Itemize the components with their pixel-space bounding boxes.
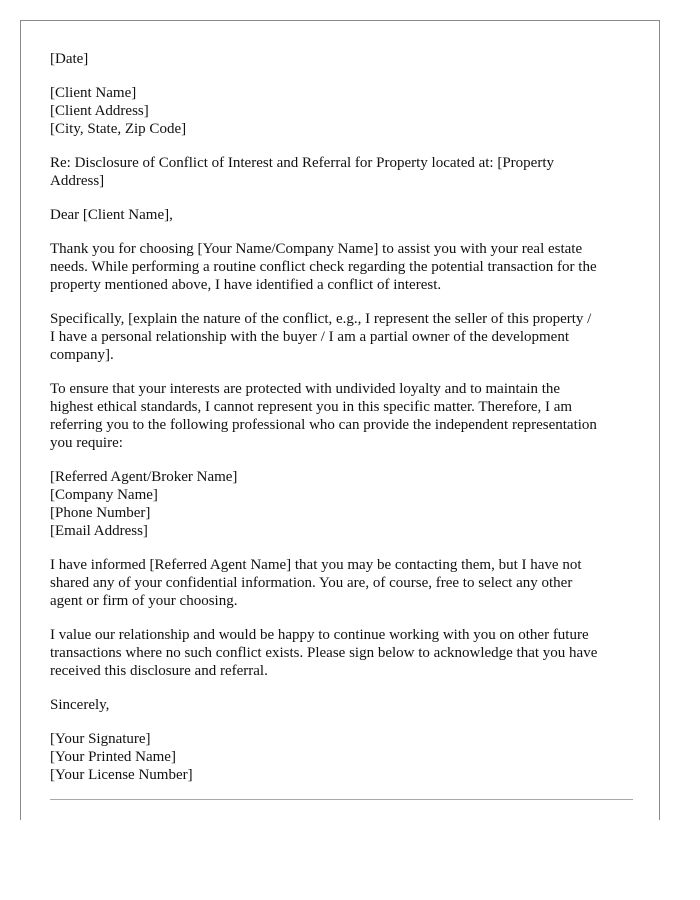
bottom-divider: [50, 799, 633, 800]
date-block: [50, 50, 640, 68]
paragraph-line: To ensure that your interests are protected with undivided loyalty and to maintain the: [50, 381, 561, 397]
client-address-block: [50, 84, 640, 138]
paragraph-line: I value our relationship and would be happy to continue working with you on other future: [50, 627, 589, 643]
referred-agent-name: [Referred Agent/Broker Name]: [50, 469, 238, 485]
paragraph-confidentiality: [50, 556, 640, 610]
referred-phone-number: [Phone Number]: [50, 505, 151, 521]
subject-line-2: Address]: [50, 173, 105, 189]
paragraph-intro: [50, 240, 640, 294]
subject-line-1: Re: Disclosure of Conflict of Interest and Referral for Property located at: [Property: [50, 155, 555, 171]
letter-body: [50, 50, 640, 800]
client-name: [Client Name]: [50, 85, 137, 101]
license-number-placeholder: [Your License Number]: [50, 767, 193, 783]
paragraph-line: property mentioned above, I have identified a conflict of interest.: [50, 277, 442, 293]
paragraph-line: you require:: [50, 435, 123, 451]
paragraph-line: Specifically, [explain the nature of the conflict, e.g., I represent the seller of this property /: [50, 311, 592, 327]
paragraph-line: needs. While performing a routine conflict check regarding the potential transaction for the: [50, 259, 597, 275]
date-line: [Date]: [50, 51, 89, 67]
letter-page: [20, 20, 660, 820]
paragraph-line: I have a personal relationship with the buyer / I am a partial owner of the development: [50, 329, 569, 345]
paragraph-line: highest ethical standards, I cannot represent you in this specific matter. Therefore, I am: [50, 399, 573, 415]
referral-contact-block: [50, 468, 640, 540]
paragraph-line: I have informed [Referred Agent Name] that you may be contacting them, but I have not: [50, 557, 582, 573]
referred-email-address: [Email Address]: [50, 523, 148, 539]
paragraph-line: Thank you for choosing [Your Name/Company Name] to assist you with your real estate: [50, 241, 583, 257]
salutation-block: [50, 206, 640, 224]
paragraph-conflict: [50, 310, 640, 364]
paragraph-line: received this disclosure and referral.: [50, 663, 268, 679]
salutation: Dear [Client Name],: [50, 207, 173, 223]
client-address: [Client Address]: [50, 103, 149, 119]
paragraph-referral: [50, 380, 640, 452]
signature-placeholder: [Your Signature]: [50, 731, 151, 747]
paragraph-line: referring you to the following professional who can provide the independent representation: [50, 417, 597, 433]
paragraph-line: company].: [50, 347, 114, 363]
client-city-state-zip: [City, State, Zip Code]: [50, 121, 187, 137]
paragraph-acknowledgement: [50, 626, 640, 680]
subject-line: [50, 154, 640, 190]
paragraph-line: transactions where no such conflict exists. Please sign below to acknowledge that you have: [50, 645, 598, 661]
closing: Sincerely,: [50, 697, 110, 713]
closing-block: [50, 696, 640, 714]
paragraph-line: agent or firm of your choosing.: [50, 593, 238, 609]
signature-block: [50, 730, 640, 784]
paragraph-line: shared any of your confidential information. You are, of course, free to select any other: [50, 575, 573, 591]
printed-name-placeholder: [Your Printed Name]: [50, 749, 176, 765]
referred-company-name: [Company Name]: [50, 487, 158, 503]
